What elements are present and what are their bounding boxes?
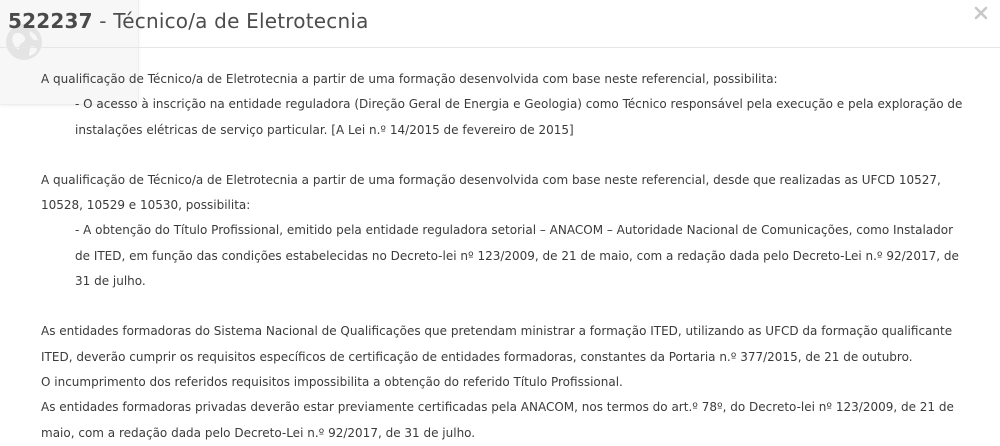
paragraph-3: As entidades formadoras do Sistema Nacional de Qualificações que pretendam ministrar a formação ITED, utilizando as UFCD da formação qualificante ITED, deverão cumprir os requisitos específicos de certificação de entidades formadoras, constantes da Portaria n.º 377/2015, de 21 de outubro. xyxy=(41,324,953,364)
paragraph-4: O incumprimento dos referidos requisitos impossibilita a obtenção do referido Título Profissional. xyxy=(41,374,623,389)
spacer xyxy=(41,143,971,168)
paragraph-1-item: - O acesso à inscrição na entidade reguladora (Direção Geral de Energia e Geologia) como Técnico responsável pela execução e pela exploração de instalações elétricas de serviço particular. [A Lei n.º 14/2015 de fevereiro de 2015] xyxy=(75,97,963,137)
close-x-icon[interactable] xyxy=(974,6,988,20)
modal-body xyxy=(41,67,971,446)
spacer xyxy=(41,294,971,319)
paragraph-2-item: - A obtenção do Título Profissional, emitido pela entidade reguladora setorial – ANACOM – Autoridade Nacional de Comunicações, como Instalador de ITED, em função das condições estabelecidas no Decreto-lei nº 123/2009, de 21 de maio, com a redação dada pelo Decreto-Lei n.º 92/2017, de 31 de julho. xyxy=(75,223,959,289)
qualification-code: 522237 xyxy=(8,9,93,33)
modal-title xyxy=(8,9,369,33)
title-separator: - xyxy=(99,9,107,33)
paragraph-2: A qualificação de Técnico/a de Eletrotecnia a partir de uma formação desenvolvida com base neste referencial, desde que realizadas as UFCD 10527, 10528, 10529 e 10530, possibilita: xyxy=(41,172,941,213)
paragraph-1: A qualificação de Técnico/a de Eletrotecnia a partir de uma formação desenvolvida com base neste referencial, possibilita: xyxy=(41,72,778,86)
paragraph-5: As entidades formadoras privadas deverão estar previamente certificadas pela ANACOM, nos termos do art.º 78º, do Decreto-lei nº 123/2009, de 21 de maio, com a redação dada pelo Decreto-Lei n.º 92/2017, de 31 de julho. xyxy=(41,400,954,440)
modal-header xyxy=(0,0,1000,48)
qualification-name: Técnico/a de Eletrotecnia xyxy=(113,9,369,33)
